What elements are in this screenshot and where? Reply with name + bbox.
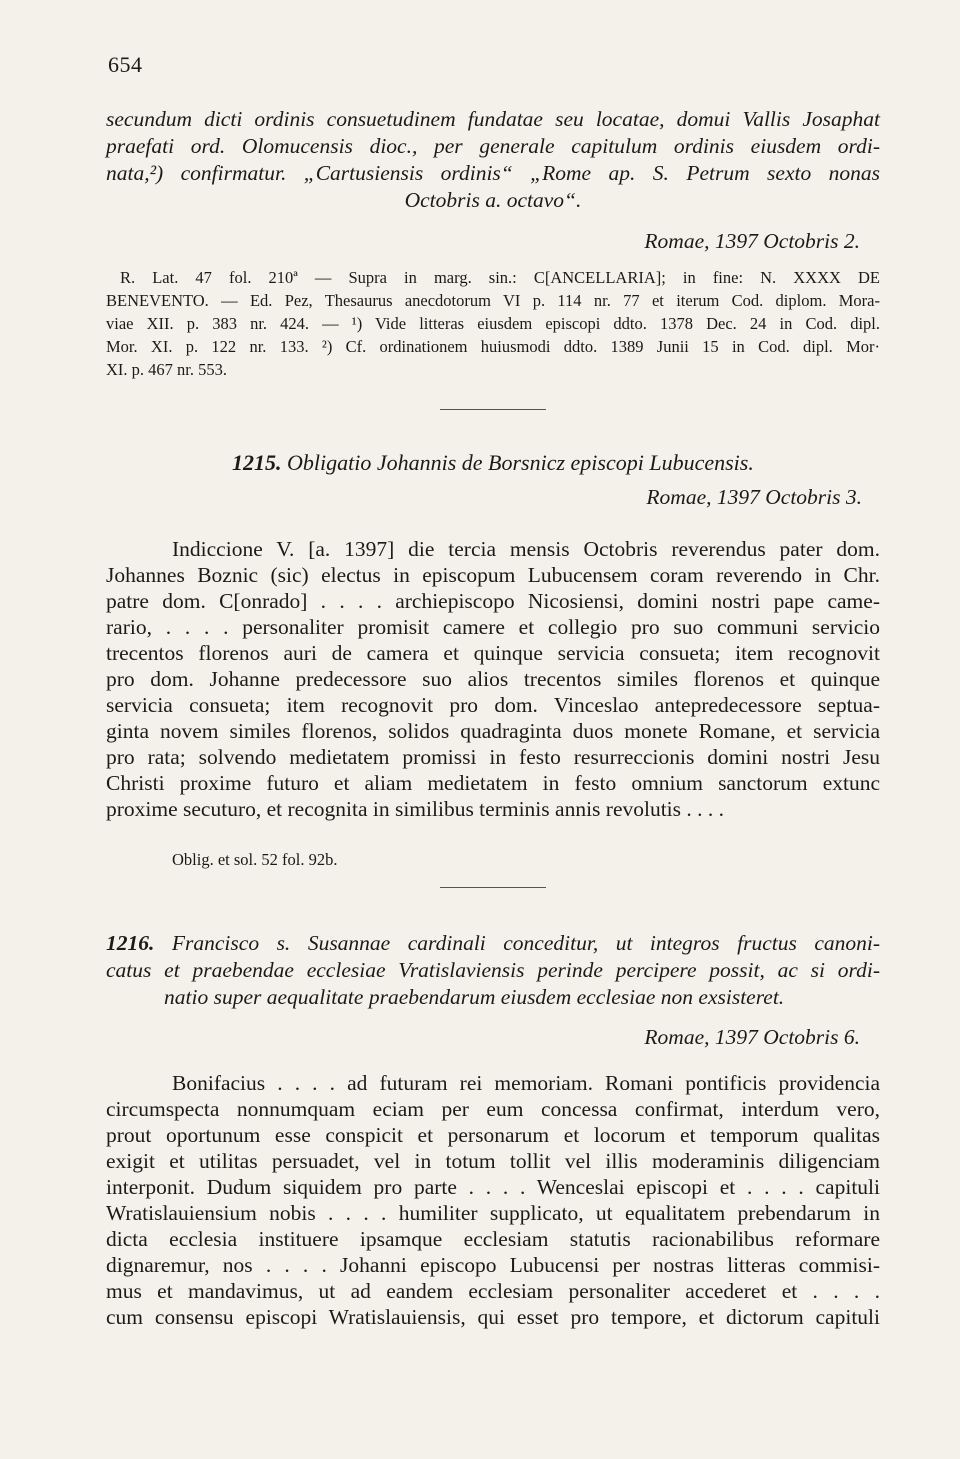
doc-1216-title-line: [106, 930, 880, 957]
previous-document-date: Romae, 1397 Octobris 2.: [644, 229, 860, 253]
text-line: Indiccione V. [a. 1397] die tercia mensis Octobris reverendus pater dom.: [172, 537, 880, 561]
previous-document-notes: [106, 266, 880, 381]
text-line: trecentos florenos auri de camera et quinque servicia consueta; item recognovit: [106, 641, 880, 665]
note-line: R. Lat. 47 fol. 210ª — Supra in marg. sin.: C[ANCELLARIA]; in fine: N. XXXX DE: [120, 268, 880, 287]
note-line: Mor. XI. p. 122 nr. 133. ²) Cf. ordinationem huiusmodi ddto. 1389 Junii 15 in Cod. dipl. Mor·: [106, 337, 880, 356]
text-line: dignaremur, nos . . . . Johanni episcopo Lubucensi per nostras litteras commisi-: [106, 1253, 880, 1277]
text-line: exigit et utilitas persuadet, vel in totum tollit vel illis moderaminis diligenciam: [106, 1149, 880, 1173]
text-line: interponit. Dudum siquidem pro parte . . . . Wenceslai episcopi et . . . . capituli: [106, 1175, 880, 1199]
doc-1216-body: [106, 1070, 880, 1330]
text-line: proxime secuturo, et recognita in similibus terminis annis revolutis . . . .: [106, 797, 725, 821]
doc-1215-title: Obligatio Johannis de Borsnicz episcopi Lubucensis.: [287, 450, 754, 475]
text-line: patre dom. C[onrado] . . . . archiepiscopo Nicosiensi, domini nostri pape came-: [106, 589, 880, 613]
text-line: nata,²) confirmatur. „Cartusiensis ordinis“ „Rome ap. S. Petrum sexto nonas: [106, 161, 880, 185]
doc-1216-date: Romae, 1397 Octobris 6.: [644, 1025, 860, 1049]
text-line: Octobris a. octavo“.: [404, 188, 582, 212]
previous-document-text: [106, 106, 880, 214]
text-line: circumspecta nonnumquam eciam per eum concessa confirmat, interdum vero,: [106, 1097, 880, 1121]
section-divider: [440, 887, 546, 888]
doc-1215-source: Oblig. et sol. 52 fol. 92b.: [172, 850, 338, 869]
note-line: viae XII. p. 383 nr. 424. — ¹) Vide litteras eiusdem episcopi ddto. 1378 Dec. 24 in Cod. dipl.: [106, 314, 880, 333]
text-line: praefati ord. Olomucensis dioc., per generale capitulum ordinis eiusdem ordi-: [106, 134, 880, 158]
text-line: Wratislauiensium nobis . . . . humiliter supplicato, ut equalitatem prebendarum in: [106, 1201, 880, 1225]
text-line: servicia consueta; item recognovit pro dom. Vinceslao antepredecessore septua-: [106, 693, 880, 717]
text-line: dicta ecclesia instituere ipsamque ecclesiam statutis racionabilibus reformare: [106, 1227, 880, 1251]
doc-1215-date: Romae, 1397 Octobris 3.: [646, 485, 862, 509]
doc-1216-title-line: natio super aequalitate praebendarum eiusdem ecclesiae non exsisteret.: [164, 985, 785, 1009]
doc-1216-number: 1216.: [106, 931, 155, 955]
doc-1216-title-line: catus et praebendae ecclesiae Vratislaviensis perinde percipere possit, ac si ordi-: [106, 958, 880, 982]
page-number: 654: [108, 52, 143, 77]
text-line: rario, . . . . personaliter promisit camere et collegio pro suo communi servicio: [106, 615, 880, 639]
doc-1215-body: [106, 536, 880, 822]
text-line: Bonifacius . . . . ad futuram rei memoriam. Romani pontificis providencia: [172, 1071, 880, 1095]
text-line: ginta novem similes florenos, solidos quadraginta duos monete Romane, et servicia: [106, 719, 880, 743]
note-line: XI. p. 467 nr. 553.: [106, 360, 227, 379]
doc-1215-heading: [232, 450, 832, 476]
note-line: BENEVENTO. — Ed. Pez, Thesaurus anecdotorum VI p. 114 nr. 77 et iterum Cod. diplom. Mora-: [106, 291, 880, 310]
text-line: cum consensu episcopi Wratislauiensis, qui esset pro tempore, et dictorum capituli: [106, 1305, 880, 1329]
text-line: secundum dicti ordinis consuetudinem fundatae seu locatae, domui Vallis Josaphat: [106, 107, 880, 131]
text-line: Christi proxime futuro et aliam medietatem in festo omnium sanctorum extunc: [106, 771, 880, 795]
text-line: pro dom. Johanne predecessore suo alios trecentos similes florenos et quinque: [106, 667, 880, 691]
text-line: Johannes Boznic (sic) electus in episcopum Lubucensem coram reverendo in Chr.: [106, 563, 880, 587]
doc-1216-title: Francisco s. Susannae cardinali conceditur, ut integros fructus canoni-: [171, 931, 881, 955]
text-line: pro rata; solvendo medietatem promissi in festo resurreccionis domini nostri Jesu: [106, 745, 880, 769]
text-line: prout oportunum esse conspicit et personarum et locorum et temporum qualitas: [106, 1123, 880, 1147]
doc-1215-number: 1215.: [232, 450, 282, 475]
section-divider: [440, 409, 546, 410]
doc-1216-heading: [106, 930, 880, 1011]
text-line: mus et mandavimus, ut ad eandem ecclesiam personaliter accederet et . . . .: [106, 1279, 880, 1303]
